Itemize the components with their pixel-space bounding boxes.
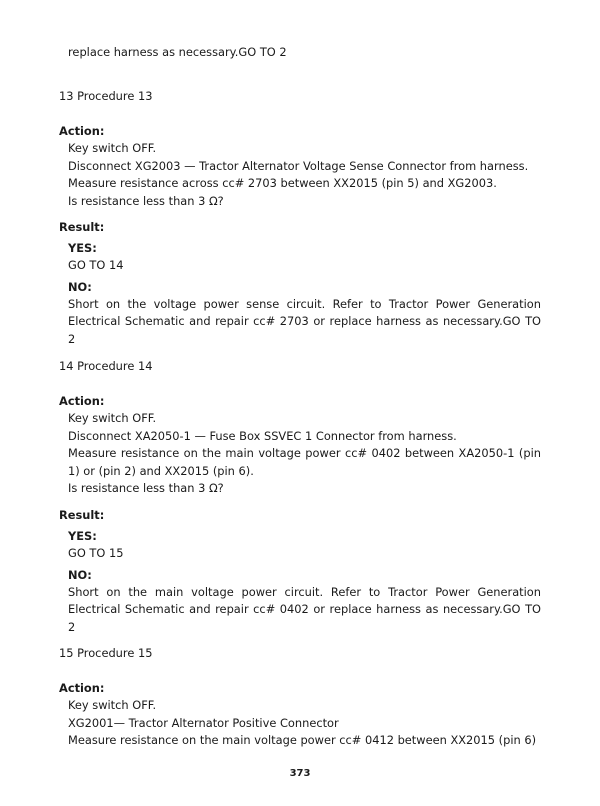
action-line: Is resistance less than 3 Ω? xyxy=(68,193,224,208)
result-label: Result: xyxy=(59,508,105,522)
action-line: Measure resistance across cc# 2703 between XX2015 (pin 5) and XG2003. xyxy=(68,176,497,190)
action-line: Key switch OFF. xyxy=(68,141,157,155)
action-line: Key switch OFF. xyxy=(68,411,157,425)
action-line: XG2001— Tractor Alternator Positive Connector xyxy=(68,715,339,730)
yes-label: YES: xyxy=(68,241,97,255)
no-label: NO: xyxy=(68,279,92,294)
action-line: Disconnect XG2003 — Tractor Alternator Voltage Sense Connector from harness. xyxy=(68,158,529,173)
yes-text: GO TO 15 xyxy=(68,546,124,560)
procedure-14-action xyxy=(59,393,541,498)
result-label: Result: xyxy=(59,220,105,234)
action-label: Action: xyxy=(59,124,105,138)
action-line: Disconnect XA2050-1 — Fuse Box SSVEC 1 Connector from harness. xyxy=(68,428,457,443)
action-label: Action: xyxy=(59,394,105,408)
procedure-13-result xyxy=(59,219,541,348)
action-line: Key switch OFF. xyxy=(68,698,157,712)
procedure-14-result xyxy=(59,507,541,636)
action-line: Measure resistance on the main voltage power cc# 0412 between XX2015 (pin 6) xyxy=(68,733,537,747)
yes-text: GO TO 14 xyxy=(68,258,124,272)
procedure-15-heading: 15 Procedure 15 xyxy=(59,646,153,660)
yes-label: YES: xyxy=(68,529,97,543)
procedure-14-heading: 14 Procedure 14 xyxy=(59,359,153,373)
action-line: Is resistance less than 3 Ω? xyxy=(68,481,224,495)
procedure-15-action xyxy=(59,680,541,750)
no-text: Short on the main voltage power circuit. Refer to Tractor Power Generation Electrical Schematic and repair cc# 0402 or replace harness as necessary.GO TO 2 xyxy=(68,584,541,634)
procedure-13-heading: 13 Procedure 13 xyxy=(59,89,153,103)
action-label: Action: xyxy=(59,681,105,695)
no-text: Short on the voltage power sense circuit. Refer to Tractor Power Generation Electrical Schematic and repair cc# 2703 or replace harness as necessary.GO TO 2 xyxy=(68,296,541,346)
action-line: Measure resistance on the main voltage power cc# 0402 between XA2050-1 (pin 1) or (pin 2) and XX2015 (pin 6). xyxy=(68,446,541,478)
procedure-13-action xyxy=(59,123,541,210)
continuation-text: replace harness as necessary.GO TO 2 xyxy=(68,45,287,59)
no-label: NO: xyxy=(68,567,92,582)
page-number: 373 xyxy=(289,768,311,779)
